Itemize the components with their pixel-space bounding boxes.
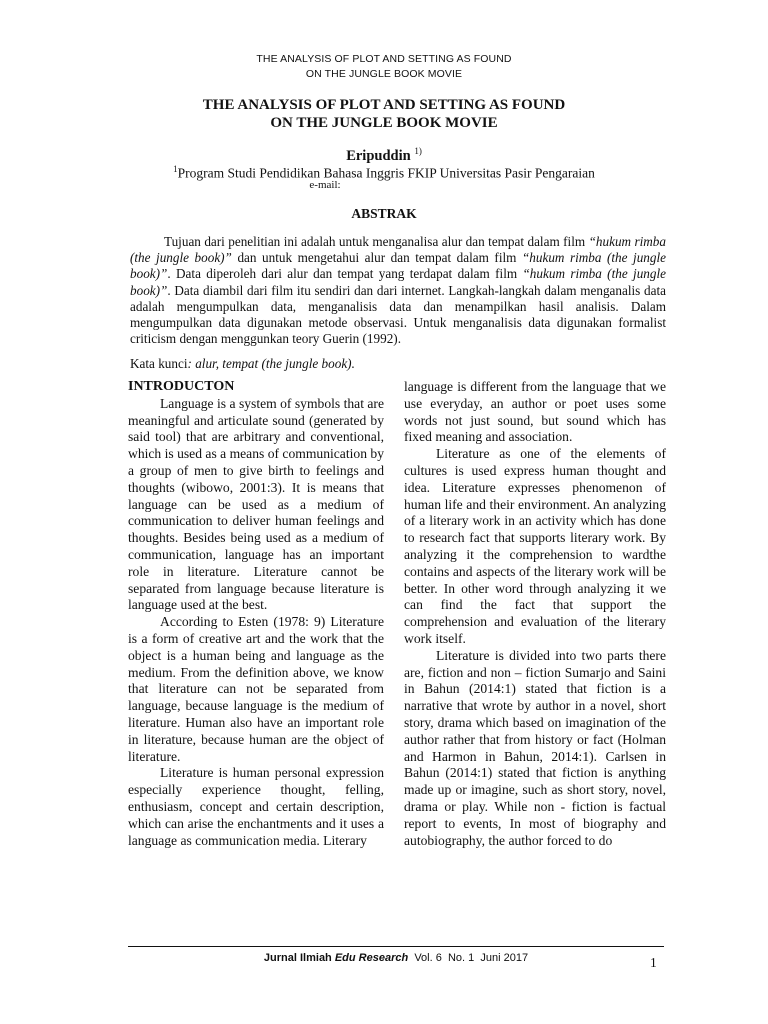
journal-issue: Vol. 6 No. 1 Juni 2017 bbox=[408, 952, 529, 964]
affiliation-superscript: 1 bbox=[173, 164, 178, 174]
body-paragraph-3: Literature is human personal expression especially experience thought, felling, enthusiasm, concept and certain description, which can arise the enchantments and it uses a language as communication media. Literary bbox=[128, 765, 384, 848]
body-paragraph-3-continued: language is different from the language that we use everyday, an author or poet uses some words not just sound, but sound which has fixed meaning and association. bbox=[404, 379, 666, 445]
affiliation-text: Program Studi Pendidikan Bahasa Inggris FKIP Universitas Pasir Pengaraian bbox=[177, 165, 595, 181]
abstract-text-2: dan untuk mengetahui alur dan tempat dalam film bbox=[231, 250, 522, 266]
body-paragraph-1: Language is a system of symbols that are meaningful and articulate sound (generated by said tool) that are arbitrary and conventional, which is used as a means of communication by a group of men to give birth to feelings and thoughts (wibowo, 2001:3). It is means that language can be used as a medium of communication to deliver human feelings and thoughts. Besides being used as a medium of communication, language has an important role in literature. Literature cannot be separated from language because literature is language used at the best. bbox=[128, 395, 384, 613]
body-column-left bbox=[128, 379, 384, 849]
page-number: 1 bbox=[650, 955, 657, 970]
abstract-heading: ABSTRAK bbox=[351, 206, 417, 221]
body-paragraph-4: Literature as one of the elements of cultures is used express human thought and idea. Literature expresses phenomenon of human life and their environment. An analyzing of a literary work in an activity which has done to research fact that supports literary work. By analyzing it the comprehension to wardthe contains and aspects of the literary work will be better. In other word through analyzing it we can find the fact that support the comprehension and evaluation of the literary work itself. bbox=[404, 446, 666, 646]
abstract-film-title-1: “hukum rimba (the jungle book)” bbox=[130, 234, 666, 266]
paper-title-line-2: ON THE JUNGLE BOOK MOVIE bbox=[270, 115, 498, 131]
author-name: Eripuddin bbox=[346, 147, 411, 164]
abstract-text-4: . Data diambil dari film itu sendiri dan dari internet. Langkah-langkah dalam menganalis data adalah mengumpulkan data, menganalisis data dan menampilkan hasil analisis. Dalam mengumpulkan data digunakan metode observasi. Untuk menganalisis data digunakan formalist criticism dengan menggunkan teory Guerin (1992). bbox=[130, 282, 666, 347]
keywords-value: : alur, tempat (the jungle book). bbox=[187, 356, 355, 371]
keywords-label: Kata kunci bbox=[130, 356, 188, 371]
journal-name: Edu Research bbox=[334, 952, 409, 964]
body-column-right bbox=[404, 379, 666, 849]
section-heading-introduction: INTRODUCTON bbox=[128, 379, 235, 394]
abstract-text-1: Tujuan dari penelitian ini adalah untuk menganalisa alur dan tempat dalam film bbox=[164, 234, 589, 249]
running-header-line-2: ON THE JUNGLE BOOK MOVIE bbox=[305, 68, 463, 80]
abstract-film-title-2: “hukum rimba (the jungle book)” bbox=[130, 250, 667, 282]
footer-divider bbox=[128, 946, 664, 947]
abstract-film-title-3: “hukum rimba (the jungle book)” bbox=[130, 266, 666, 298]
paper-title-line-1: THE ANALYSIS OF PLOT AND SETTING AS FOUND bbox=[202, 97, 566, 113]
journal-footer bbox=[128, 951, 664, 965]
abstract-paragraph bbox=[130, 234, 666, 347]
running-header bbox=[0, 52, 768, 82]
email-label: e-mail: bbox=[309, 179, 341, 191]
body-paragraph-2: According to Esten (1978: 9) Literature is a form of creative art and the work that the object is a human being and language as the medium. From the definition above, we know that literature can not be separated from language, because language is the medium of literature. Human also have an important role in literature, because human are the object of literature. bbox=[128, 614, 384, 764]
author-superscript: 1) bbox=[414, 146, 422, 156]
keywords bbox=[130, 356, 666, 372]
abstract-text-3: . Data diperoleh dari alur dan tempat yang terdapat dalam film bbox=[167, 266, 523, 282]
journal-prefix: Jurnal Ilmiah bbox=[263, 952, 335, 964]
running-header-line-1: THE ANALYSIS OF PLOT AND SETTING AS FOUND bbox=[256, 53, 512, 65]
paper-title bbox=[0, 96, 768, 132]
body-paragraph-5: Literature is divided into two parts there are, fiction and non – fiction Sumarjo and Saini in Bahun (2014:1) stated that fiction is a narrative that wrote by author in a novel, short story, drama which based on imagination of the author rather that from history or fact (Holman and Harmon in Bahun, 2014:1). Carlsen in Bahun (2014:1) stated that fiction is anything made up or imagine, such as short story, novel, drama or play. While non - fiction is factual report to events, In most of biography and autobiography, the author forced to do bbox=[404, 647, 666, 848]
